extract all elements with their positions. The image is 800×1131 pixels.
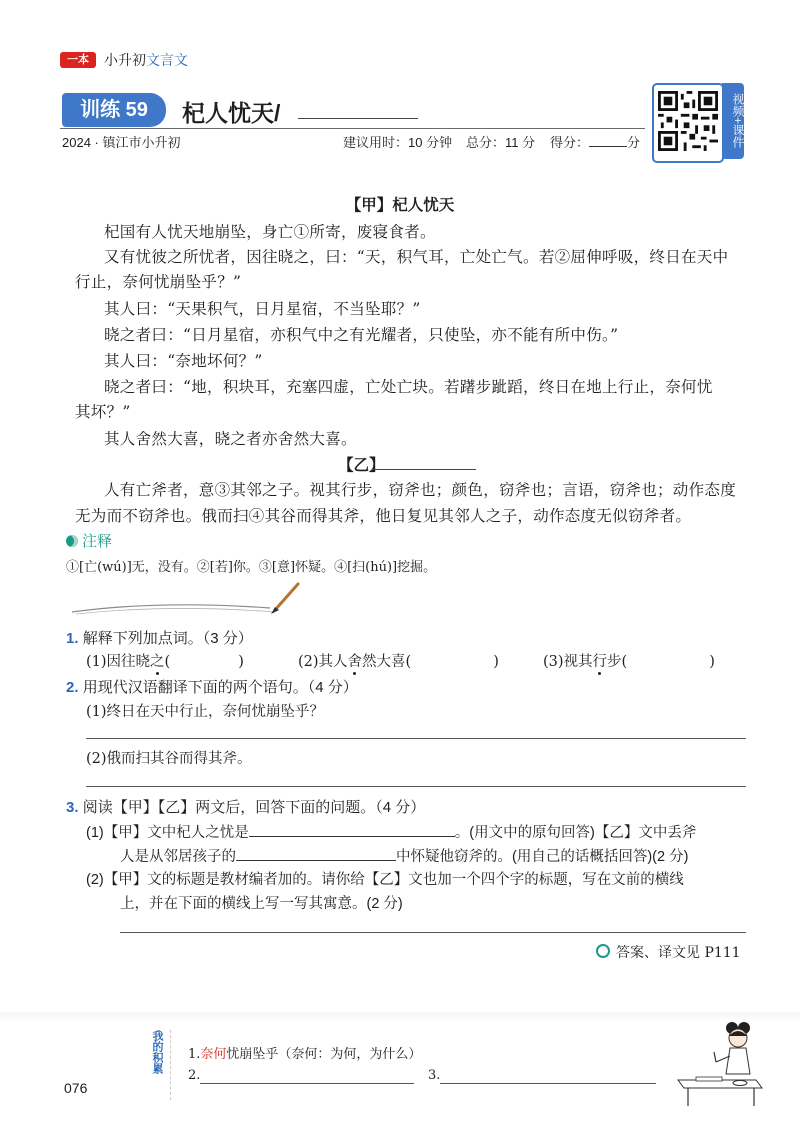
question-1-item-3: (3)视其行步( )	[543, 654, 715, 670]
question-1-item-1: (1)因往晓之( )	[86, 654, 244, 670]
brand-badge: 一本	[60, 52, 96, 68]
passage-a-line: 又有忧彼之所忧者，因往晓之，曰：“天，积气耳，亡处亡气。若②屈伸呼吸，终日在天中	[104, 248, 729, 266]
lesson-label: 训练 59	[62, 93, 166, 127]
answer-blank-3-2[interactable]	[236, 860, 396, 861]
header-rule	[60, 128, 645, 129]
source-tag: 2024 · 镇江市小升初	[62, 135, 181, 150]
lesson-title-blank[interactable]	[298, 118, 418, 119]
answer-blank-3-1[interactable]	[249, 836, 455, 837]
question-1-item-2: (2)其人舍然大喜( )	[298, 654, 499, 670]
my-accumulation-label: 我的积累	[151, 1030, 164, 1074]
passage-a-line: 晓之者曰：“地，积块耳，充塞四虚，亡处亡块。若躇步跐蹈，终日在地上行止，奈何忧	[104, 378, 713, 396]
question-3: 3. 阅读【甲】【乙】两文后，回答下面的问题。（4 分）	[66, 799, 426, 816]
passage-a-line: 晓之者曰：“日月星宿，亦积气中之有光耀者，只使坠，亦不能有所中伤。”	[104, 326, 619, 344]
question-2: 2. 用现代汉语翻译下面的两个语句。（4 分）	[66, 679, 358, 696]
passage-b-title-blank[interactable]	[372, 469, 476, 470]
passage-b-line: 无为而不窃斧也。俄而扫④其谷而得其斧，他日复见其邻人之子，动作态度无似窃斧者。	[75, 507, 692, 525]
question-2-sentence-1: (1)终日在天中行止，奈何忧崩坠乎？	[86, 704, 325, 720]
qr-code[interactable]	[652, 83, 724, 163]
accumulation-blank-3[interactable]	[440, 1083, 656, 1084]
suggested-time: 建议用时：10 分钟	[343, 135, 453, 150]
accumulation-blank-2[interactable]	[200, 1083, 414, 1084]
passage-b-line: 人有亡斧者，意③其邻之子。视其行步，窃斧也；颜色，窃斧也；言语，窃斧也；动作态度	[104, 481, 737, 499]
question-2-sentence-2: (2)俄而扫其谷而得其斧。	[86, 751, 252, 767]
page-number: 076	[64, 1080, 88, 1096]
writing-child-illustration	[670, 1018, 770, 1116]
accumulation-item-3: 3.	[428, 1068, 441, 1083]
magnifier-icon	[596, 944, 610, 958]
video-tab[interactable]: 视频+课件	[722, 83, 744, 159]
accumulation-item-1: 1.奈何忧崩坠乎（奈何：为何，为什么）	[188, 1047, 422, 1062]
notes-heading: 注释	[66, 530, 112, 551]
leaf-icon	[66, 535, 78, 547]
passage-a-line: 杞国有人忧天地崩坠，身亡①所寄，废寝食者。	[104, 223, 436, 241]
question-1: 1. 解释下列加点词。（3 分）	[66, 630, 253, 647]
accumulation-vline	[170, 1030, 171, 1100]
accumulation-item-2: 2.	[188, 1068, 201, 1083]
brush-divider-icon	[70, 578, 310, 618]
passage-a-line: 其人曰：“天果积气，日月星宿，不当坠耶？”	[104, 300, 421, 318]
answer-line-2-2[interactable]	[86, 786, 746, 787]
question-3-part-1-cont: 人是从邻居孩子的 中怀疑他窃斧的。(用自己的话概括回答)(2 分)	[120, 849, 689, 865]
score-field: 得分： 分	[550, 135, 641, 150]
passage-b-title: 【乙】	[338, 455, 385, 474]
passage-a-line: 其人曰：“奈地坏何？”	[104, 352, 263, 370]
notes-text: ①[亡(wú)]无，没有。②[若]你。③[意]怀疑。④[扫(hú)]挖掘。	[66, 560, 437, 575]
answer-line-3-3[interactable]	[120, 932, 746, 933]
total-score: 总分：11 分	[466, 135, 536, 150]
answer-reference[interactable]: 答案、译文见 P111	[596, 942, 741, 962]
question-3-part-1: (1)【甲】文中杞人之忧是 。(用文中的原句回答)【乙】文中丢斧	[86, 825, 697, 841]
passage-a-line: 其人舍然大喜，晓之者亦舍然大喜。	[104, 430, 357, 448]
score-blank[interactable]	[589, 146, 627, 147]
passage-a-line: 其坏？”	[75, 403, 131, 421]
series-title: 小升初文言文	[104, 52, 188, 68]
qr-code-icon	[658, 91, 718, 151]
passage-a-title: 【甲】杞人忧天	[345, 195, 455, 214]
question-3-part-2: (2)【甲】文的标题是教材编者加的。请你给【乙】文也加一个四个字的标题，写在文前的横线	[86, 872, 684, 888]
passage-a-line: 行止，奈何忧崩坠乎？”	[75, 273, 242, 291]
answer-line-2-1[interactable]	[86, 738, 746, 739]
lesson-title: 杞人忧天/	[182, 100, 281, 126]
question-3-part-2-cont: 上，并在下面的横线上写一写其寓意。(2 分)	[120, 896, 403, 912]
